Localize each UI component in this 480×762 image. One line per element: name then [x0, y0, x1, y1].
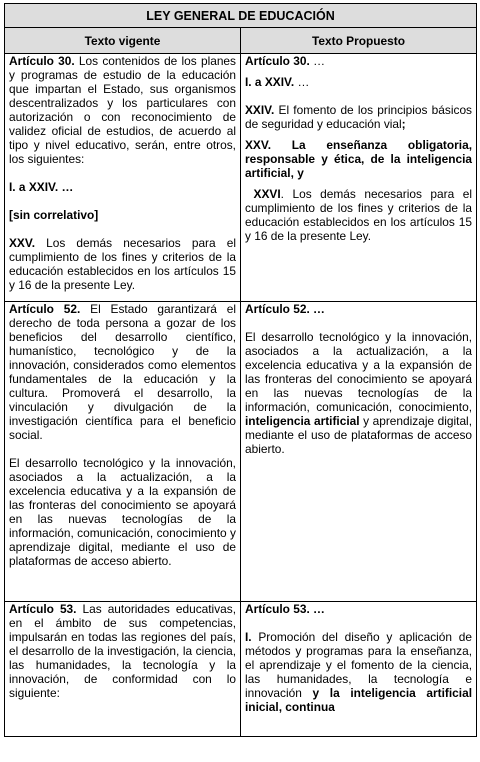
art52-current-p1: Artículo 52. El Estado garantizará el derecho de toda persona a gozar de los beneficios del desarrollo científico, humanístico, tecnológico y de la innovación, considerados como elementos fundamentales de la educación y la cultura. Promoverá el desarrollo, la vinculación y divulgación de la investigación científica para el beneficio social. — [9, 302, 236, 442]
article-heading: Artículo 53. … — [245, 602, 325, 616]
title-row — [5, 4, 477, 28]
art30-current-intro — [9, 54, 236, 166]
article-heading: Artículo 52. … — [245, 302, 325, 316]
article-heading: Artículo 30. — [9, 54, 75, 68]
cell-proposed-art53 — [241, 602, 477, 737]
item-range: I. a XXIV. … — [9, 180, 74, 194]
table-row — [5, 54, 477, 302]
item-xxv-current: XXV. Los demás necesarios para el cumplimiento de los fines y criterios de la educación establecidos en los artículos 15 y 16 de la presente Ley. — [9, 236, 236, 292]
cell-current-art30 — [5, 54, 241, 302]
art52-current-p2: El desarrollo tecnológico y la innovación, asociados a la actualización, a la excelencia educativa y a la expansión de las fronteras del conocimiento se apoyará en las nuevas tecnologías de la información, comunicación, conocimiento y aprendizaje digital, mediante el uso de plataformas de acceso abierto. — [9, 456, 236, 568]
table-row — [5, 602, 477, 737]
table-title: LEY GENERAL DE EDUCACIÓN — [5, 4, 477, 28]
no-correlative-note: [sin correlativo] — [9, 208, 99, 222]
item-xxiv-proposed: XXIV. El fomento de los principios básicos de seguridad y educación vial; — [245, 103, 473, 131]
header-row — [5, 28, 477, 54]
column-header-proposed: Texto Propuesto — [241, 28, 477, 54]
comparison-table — [4, 3, 477, 737]
art52-proposed-body: El desarrollo tecnológico y la innovación, asociados a la actualización, a la excelencia educativa y a la expansión de las fronteras del conocimiento se apoyará en las nuevas tecnologías de la información, comunicación, conocimiento, inteligencia artificial y aprendizaje digital, mediante el uso de plataformas de acceso abierto. — [245, 330, 473, 456]
art53-proposed-item-i: I. Promoción del diseño y aplicación de métodos y programas para la enseñanza, el aprendizaje y el fomento de la ciencia, las humanidades, la tecnología e innovación y la inteligencia artificial inicial, continua — [245, 630, 473, 714]
item-range: I. a XXIV. … — [245, 75, 310, 89]
article-heading: Artículo 30. … — [245, 54, 325, 68]
cell-proposed-art30 — [241, 54, 477, 302]
table-row — [5, 302, 477, 602]
art53-current-body: Artículo 53. Las autoridades educativas, en el ámbito de sus competencias, impulsarán en todas las regiones del país, el desarrollo de la investigación, la ciencia, las humanidades, la tecnología y la innovación, de conformidad con lo siguiente: — [9, 602, 237, 700]
cell-current-art53 — [5, 602, 241, 737]
item-xxvi-proposed: XXVI. Los demás necesarios para el cumplimiento de los fines y criterios de la educación establecidos en los artículos 15 y 16 de la presente Ley. — [245, 187, 473, 243]
cell-current-art52 — [5, 302, 241, 602]
column-header-current: Texto vigente — [5, 28, 241, 54]
item-xxv-proposed: XXV. La enseñanza obligatoria, responsable y ética, de la inteligencia artificial, y — [245, 138, 473, 180]
article-body: Los contenidos de los planes y programas de estudio de la educación que impartan el Estado, sus organismos descentralizados y los particulares con autorización o con reconocimiento de validez oficial de estudios, de acuerdo al tipo y nivel educativo, serán, entre otros, los siguientes: — [9, 54, 236, 166]
cell-proposed-art52 — [241, 302, 477, 602]
